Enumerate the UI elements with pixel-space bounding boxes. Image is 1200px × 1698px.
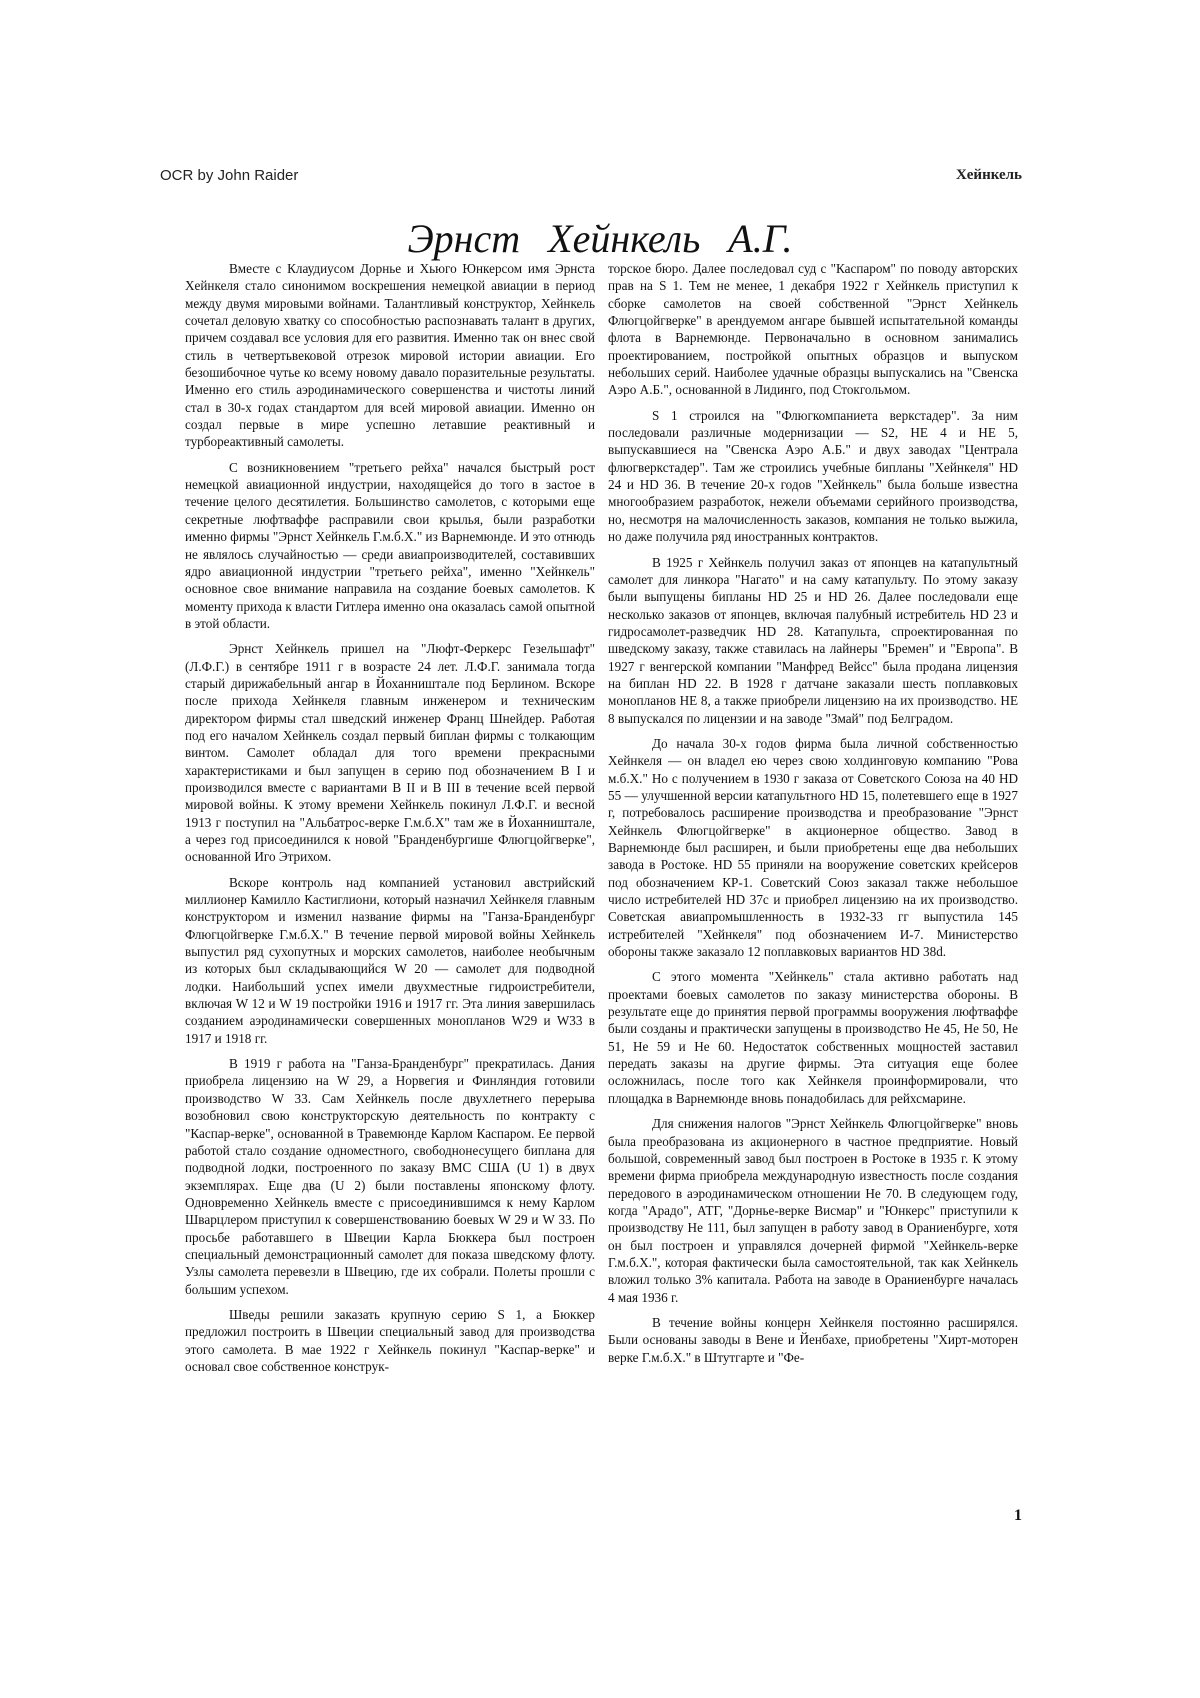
header-running-title: Хейнкель <box>955 167 1022 183</box>
paragraph: Эрнст Хейнкель пришел на "Люфт-Феркерс Гезельшафт" (Л.Ф.Г.) в сентябре 1911 г в возрасте 24 лет. Л.Ф.Г. занимала тогда старый дирижабельный ангар в Йоханништале под Берлином. Вскоре после прихода Хейнкеля главным инженером и техническим директором фирмы стал шведский инженер Франц Шнейдер. Работая под его началом Хейнкель создал первый биплан фирмы с толкающим винтом. Самолет обладал для того времени прекрасными характеристиками и был запущен в серию под обозначением В I и производился вместе с вариантами В II и В III в течение всей первой мировой войны. К этому времени Хейнкель покинул Л.Ф.Г. и весной 1913 г поступил на "Альбатрос-верке Г.м.б.Х" там же в Йоханништале, а через год присоединился к новой "Бранденбургише Флюгцойгверке", основанной Иго Этрихом. <box>185 641 595 865</box>
page-number: 1 <box>1014 1507 1022 1524</box>
paragraph: В течение войны концерн Хейнкеля постоянно расширялся. Были основаны заводы в Вене и Йенбахе, приобретены "Хирт-моторен верке Г.м.б.Х." в Штутгарте и "Фе- <box>608 1314 1018 1365</box>
page-title: Эрнст Хейнкель А.Г. <box>407 216 793 261</box>
paragraph: До начала 30-х годов фирма была личной собственностью Хейнкеля — он владел ею через свою холдинговую компанию "Рова м.б.Х." Но с получением в 1930 г заказа от Советского Союза на 40 HD 55 — улучшенной версии катапультного HD 15, полетевшего еще в 1927 г, потребовалось расширение производства и преобразование "Эрнст Хейнкель Флюгцойгверке" в акционерное общество. Завод в Варнемюнде был расширен, и были приобретены еще два небольших завода в Ростоке. HD 55 приняли на вооружение советских крейсеров под обозначением КР-1. Советский Союз заказал также небольшое число истребителей HD 37с и приобрел лицензию на их производство. Советская авиапромышленность в 1932-33 гг выпустила 145 истребителей "Хейнкеля" под обозначением И-7. Министерство обороны также заказало 12 поплавковых вариантов HD 38d. <box>608 735 1018 960</box>
paragraph: Шведы решили заказать крупную серию S 1, а Бюккер предложил построить в Швеции специальный завод для производства этого самолета. В мае 1922 г Хейнкель покинул "Каспар-верке" и основал свое собственное конструк- <box>185 1306 595 1374</box>
paragraph: В 1919 г работа на "Ганза-Бранденбург" прекратилась. Дания приобрела лицензию на W 29, а Норвегия и Финляндия готовили производство W 33. Сам Хейнкель после двухлетнего перерыва возобновил свою конструкторскую деятельность по контракту с "Каспар-верке", основанной в Травемюнде Карлом Каспаром. Ее первой работой стало создание одноместного, свободнонесущего биплана для подводной лодки, построенного по заказу ВМС США (U 1) в двух экземплярах. Еще два (U 2) были поставлены японскому флоту. Одновременно Хейнкель вместе с присоединившимся к нему Карлом Шварцлером приступил к совершенствованию боевых W 29 и W 33. По просьбе работавшего в Швеции Карла Бюккера был построен специальный демонстрационный самолет для показа шведскому флоту. Узлы самолета перевезли в Швецию, где их собрали. Полеты прошли с большим успехом. <box>185 1056 595 1297</box>
paragraph: В 1925 г Хейнкель получил заказ от японцев на катапультный самолет для линкора "Нагато" и на саму катапульту. По этому заказу были выпущены бипланы HD 25 и HD 26. Далее последовали еще несколько заказов от японцев, включая палубный истребитель HD 23 и гидросамолет-разведчик HD 28. Катапульта, спроектированная по шведскому заказу, также ставилась на лайнеры "Бремен" и "Европа". В 1927 г венгерской компании "Манфред Вейсс" была продана лицензия на биплан HD 22. В 1928 г датчане заказали шесть поплавковых монопланов НЕ 8, а также приобрели лицензию на их производство. НЕ 8 выпускался по лицензии и на заводе "Змай" под Белградом. <box>608 554 1018 726</box>
paragraph: Вскоре контроль над компанией установил австрийский миллионер Камилло Кастиглиони, который назначил Хейнкеля главным конструктором и изменил название фирмы на "Ганза-Бранденбург Флюгцойгверке Г.м.б.Х." В течение первой мировой войны Хейнкель выпустил ряд сухопутных и морских самолетов, наиболее необычным из которых был складывающийся W 20 — самолет для подводной лодки. Наибольший успех имели двухместные гидроистребители, включая W 12 и W 19 постройки 1916 и 1917 гг. Эта линия завершилась созданием аэродинамически совершенных монопланов W29 и W33 в 1917 и 1918 гг. <box>185 874 595 1046</box>
text-column-right <box>608 260 1018 1490</box>
paragraph: Вместе с Клаудиусом Дорнье и Хьюго Юнкерсом имя Эрнста Хейнкеля стало синонимом воскрешения немецкой авиации в период между двумя мировыми войнами. Талантливый конструктор, Хейнкель сочетал деловую хватку со способностью распознавать талант в других, причем создавал все условия для его развития. Именно так он внес свой стиль в четвертьвековой отрезок мировой истории авиации. Его безошибочное чутье ко всему новому давало поразительные результаты. Именно его стиль аэродинамического совершенства и чистоты линий стал в 30-х годах стандартом для всей мировой авиации. Именно он создал первые в мире успешно летавшие реактивный и турбореактивный самолеты. <box>185 261 595 450</box>
paragraph: С этого момента "Хейнкель" стала активно работать над проектами боевых самолетов по заказу министерства обороны. В результате еще до принятия первой программы вооружения люфтваффе были созданы и практически запущены в производство Не 45, Не 50, Не 51, Не 59 и Не 60. Недостаток собственных мощностей заставил передать заказы на другие фирмы. Эта ситуация еще более осложнилась, после того как Хейнкеля проинформировали, что площадка в Варнемюнде вновь понадобилась для рейхсмарине. <box>608 969 1018 1106</box>
text-column-left <box>185 260 595 1490</box>
paragraph: С возникновением "третьего рейха" начался быстрый рост немецкой авиационной индустрии, находящейся до того в застое в течение целого десятилетия. Большинство самолетов, с которыми еще секретные люфтваффе расправили свои крылья, были разработки именно фирмы "Эрнст Хейнкель Г.м.б.Х." из Варнемюнде. И это отнюдь не являлось случайностью — среди авиапроизводителей, составивших ядро авиационной индустрии "третьего рейха", именно "Хейнкель" основное свое внимание направила на создание боевых самолетов. К моменту прихода к власти Гитлера именно она оказалась самой опытной в этой области. <box>185 459 595 631</box>
paragraph: S 1 строился на "Флюгкомпаниета веркстадер". За ним последовали различные модернизации — S2, НЕ 4 и НЕ 5, выпускавшиеся на "Свенска Аэро А.Б." и двух заводах "Централа флюгверкстадер". Там же строились учебные бипланы "Хейнкеля" HD 24 и HD 36. В течение 20-х годов "Хейнкель" была больше известна многообразием разработок, нежели объемами серийного производства, но, несмотря на малочисленность заказов, компания не только выжила, но даже получила ряд иностранных контрактов. <box>608 407 1018 545</box>
paragraph-continued: торское бюро. Далее последовал суд с "Каспаром" по поводу авторских прав на S 1. Тем не менее, 1 декабря 1922 г Хейнкель приступил к сборке самолетов на своей собственной "Эрнст Хейнкель Флюгцойгверке" в арендуемом ангаре бывшей испытательной команды флота в Варнемюнде. Первоначально в основном занимались проектированием, постройкой опытных образцов и выпуском небольших серий. Наиболее удачные образцы выпускались на "Свенска Аэро А.Б.", основанной в Лидинго, под Стокгольмом. <box>608 261 1018 398</box>
paragraph: Для снижения налогов "Эрнст Хейнкель Флюгцойгверке" вновь была преобразована из акционерного в частное предприятие. Новый большой, современный завод был построен в Ростоке в 1935 г. К этому времени фирма приобрела международную известность после создания передового в аэродинамическом отношении Не 70. В следующем году, когда "Арадо", АТГ, "Дорнье-верке Висмар" и "Юнкерс" приступили к производству Не 111, был запущен в работу завод в Ораниенбурге, хотя он был построен и управлялся дочерней фирмой "Хейнкель-верке Г.м.б.Х.", которая фактически была самостоятельной, так как Хейнкель вложил только 3% капитала. Работа на заводе в Ораниенбурге началась 4 мая 1936 г. <box>608 1116 1018 1305</box>
header-ocr-credit: OCR by John Raider <box>160 167 299 184</box>
